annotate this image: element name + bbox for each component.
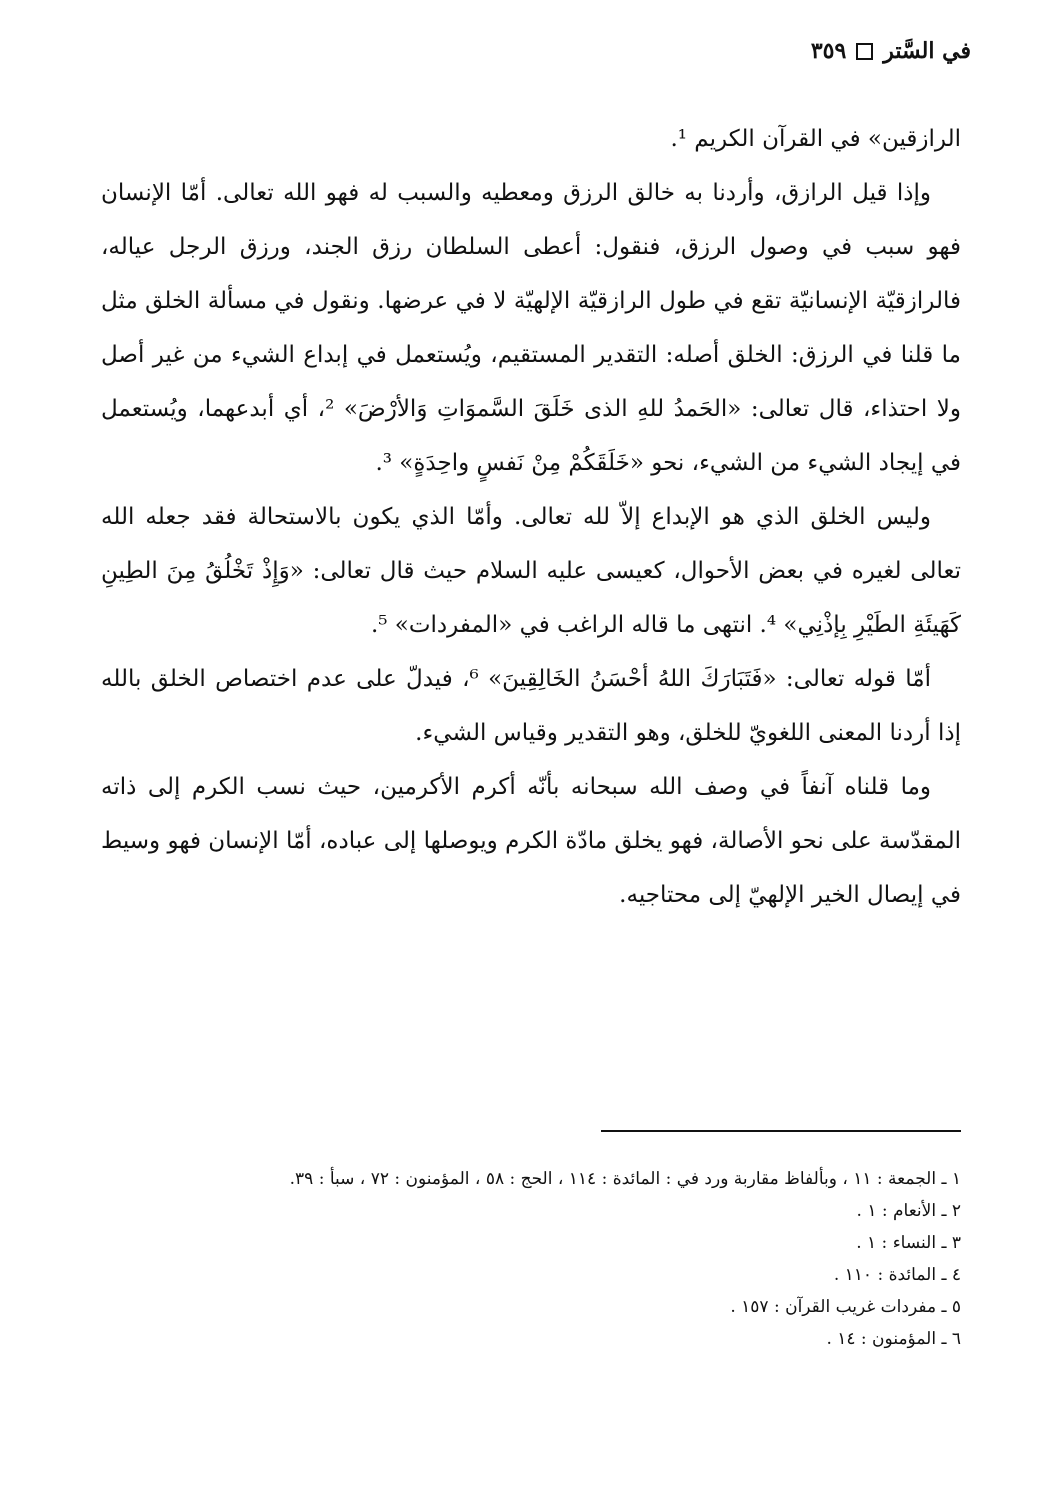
footnote-6: ٦ ـ المؤمنون : ١٤ . bbox=[826, 1329, 961, 1349]
header-title: في السَّتر bbox=[883, 38, 971, 64]
page-number: ٣٥٩ bbox=[810, 38, 847, 64]
footnote-2: ٢ ـ الأنعام : ١ . bbox=[856, 1201, 961, 1221]
paragraph-3: وليس الخلق الذي هو الإبداع إلاّ لله تعالى. وأمّا الذي يكون بالاستحالة فقد جعله الله تعالى لغيره في بعض الأحوال، كعيسى عليه السلام حيث قال تعالى: «وَإِذْ تَخْلُقُ مِنَ الطِينِ كَهَيئَةِ الطَيْرِ بِإذْنِي» ⁴. انتهى ما قاله الراغب في «المفردات» ⁵. bbox=[101, 504, 961, 638]
footnote-4: ٤ ـ المائدة : ١١٠ . bbox=[833, 1265, 961, 1285]
paragraph-1: الرازقين» في القرآن الكريم ¹. bbox=[670, 126, 961, 152]
main-text bbox=[101, 112, 961, 922]
footnote-1: ١ ـ الجمعة : ١١ ، وبألفاظ مقاربة ورد في : المائدة : ١١٤ ، الحج : ٥٨ ، المؤمنون : ٧٢ ، سبأ : ٣٩. bbox=[289, 1169, 961, 1189]
paragraph-5: وما قلناه آنفاً في وصف الله سبحانه بأنّه أكرم الأكرمين، حيث نسب الكرم إلى ذاته المقدّسة على نحو الأصالة، فهو يخلق مادّة الكرم ويوصلها إلى عباده، أمّا الإنسان فهو وسيط في إيصال الخير الإلهيّ إلى محتاجيه. bbox=[101, 774, 961, 908]
paragraph-2: وإذا قيل الرازق، وأردنا به خالق الرزق ومعطيه والسبب له فهو الله تعالى. أمّا الإنسان فهو سبب في وصول الرزق، فنقول: أعطى السلطان رزق الجند، ورزق الرجل عياله، فالرازقيّة الإنسانيّة تقع في طول الرازقيّة الإلهيّة لا في عرضها. ونقول في مسألة الخلق مثل ما قلنا في الرزق: الخلق أصله: التقدير المستقيم، ويُستعمل في إبداع الشيء من غير أصل ولا احتذاء، قال تعالى: «الحَمدُ للهِ الذى خَلَقَ السَّموَاتِ وَالأرْضَ» ²، أي أبدعهما، ويُستعمل في إيجاد الشيء من الشيء، نحو «خَلَقَكُمْ مِنْ نَفسٍ واحِدَةٍ» ³. bbox=[101, 180, 961, 476]
footnotes bbox=[101, 1163, 961, 1355]
footnote-divider bbox=[601, 1130, 961, 1132]
footnote-5: ٥ ـ مفردات غريب القرآن : ١٥٧ . bbox=[730, 1297, 961, 1317]
header-separator-box bbox=[856, 43, 873, 60]
footnote-3: ٣ ـ النساء : ١ . bbox=[856, 1233, 961, 1253]
paragraph-4: أمّا قوله تعالى: «فَتَبَارَكَ اللهُ أحْسَنُ الخَالِقِينَ» ⁶، فيدلّ على عدم اختصاص الخلق بالله إذا أردنا المعنى اللغويّ للخلق، وهو التقدير وقياس الشيء. bbox=[101, 666, 961, 746]
running-header bbox=[811, 38, 971, 64]
